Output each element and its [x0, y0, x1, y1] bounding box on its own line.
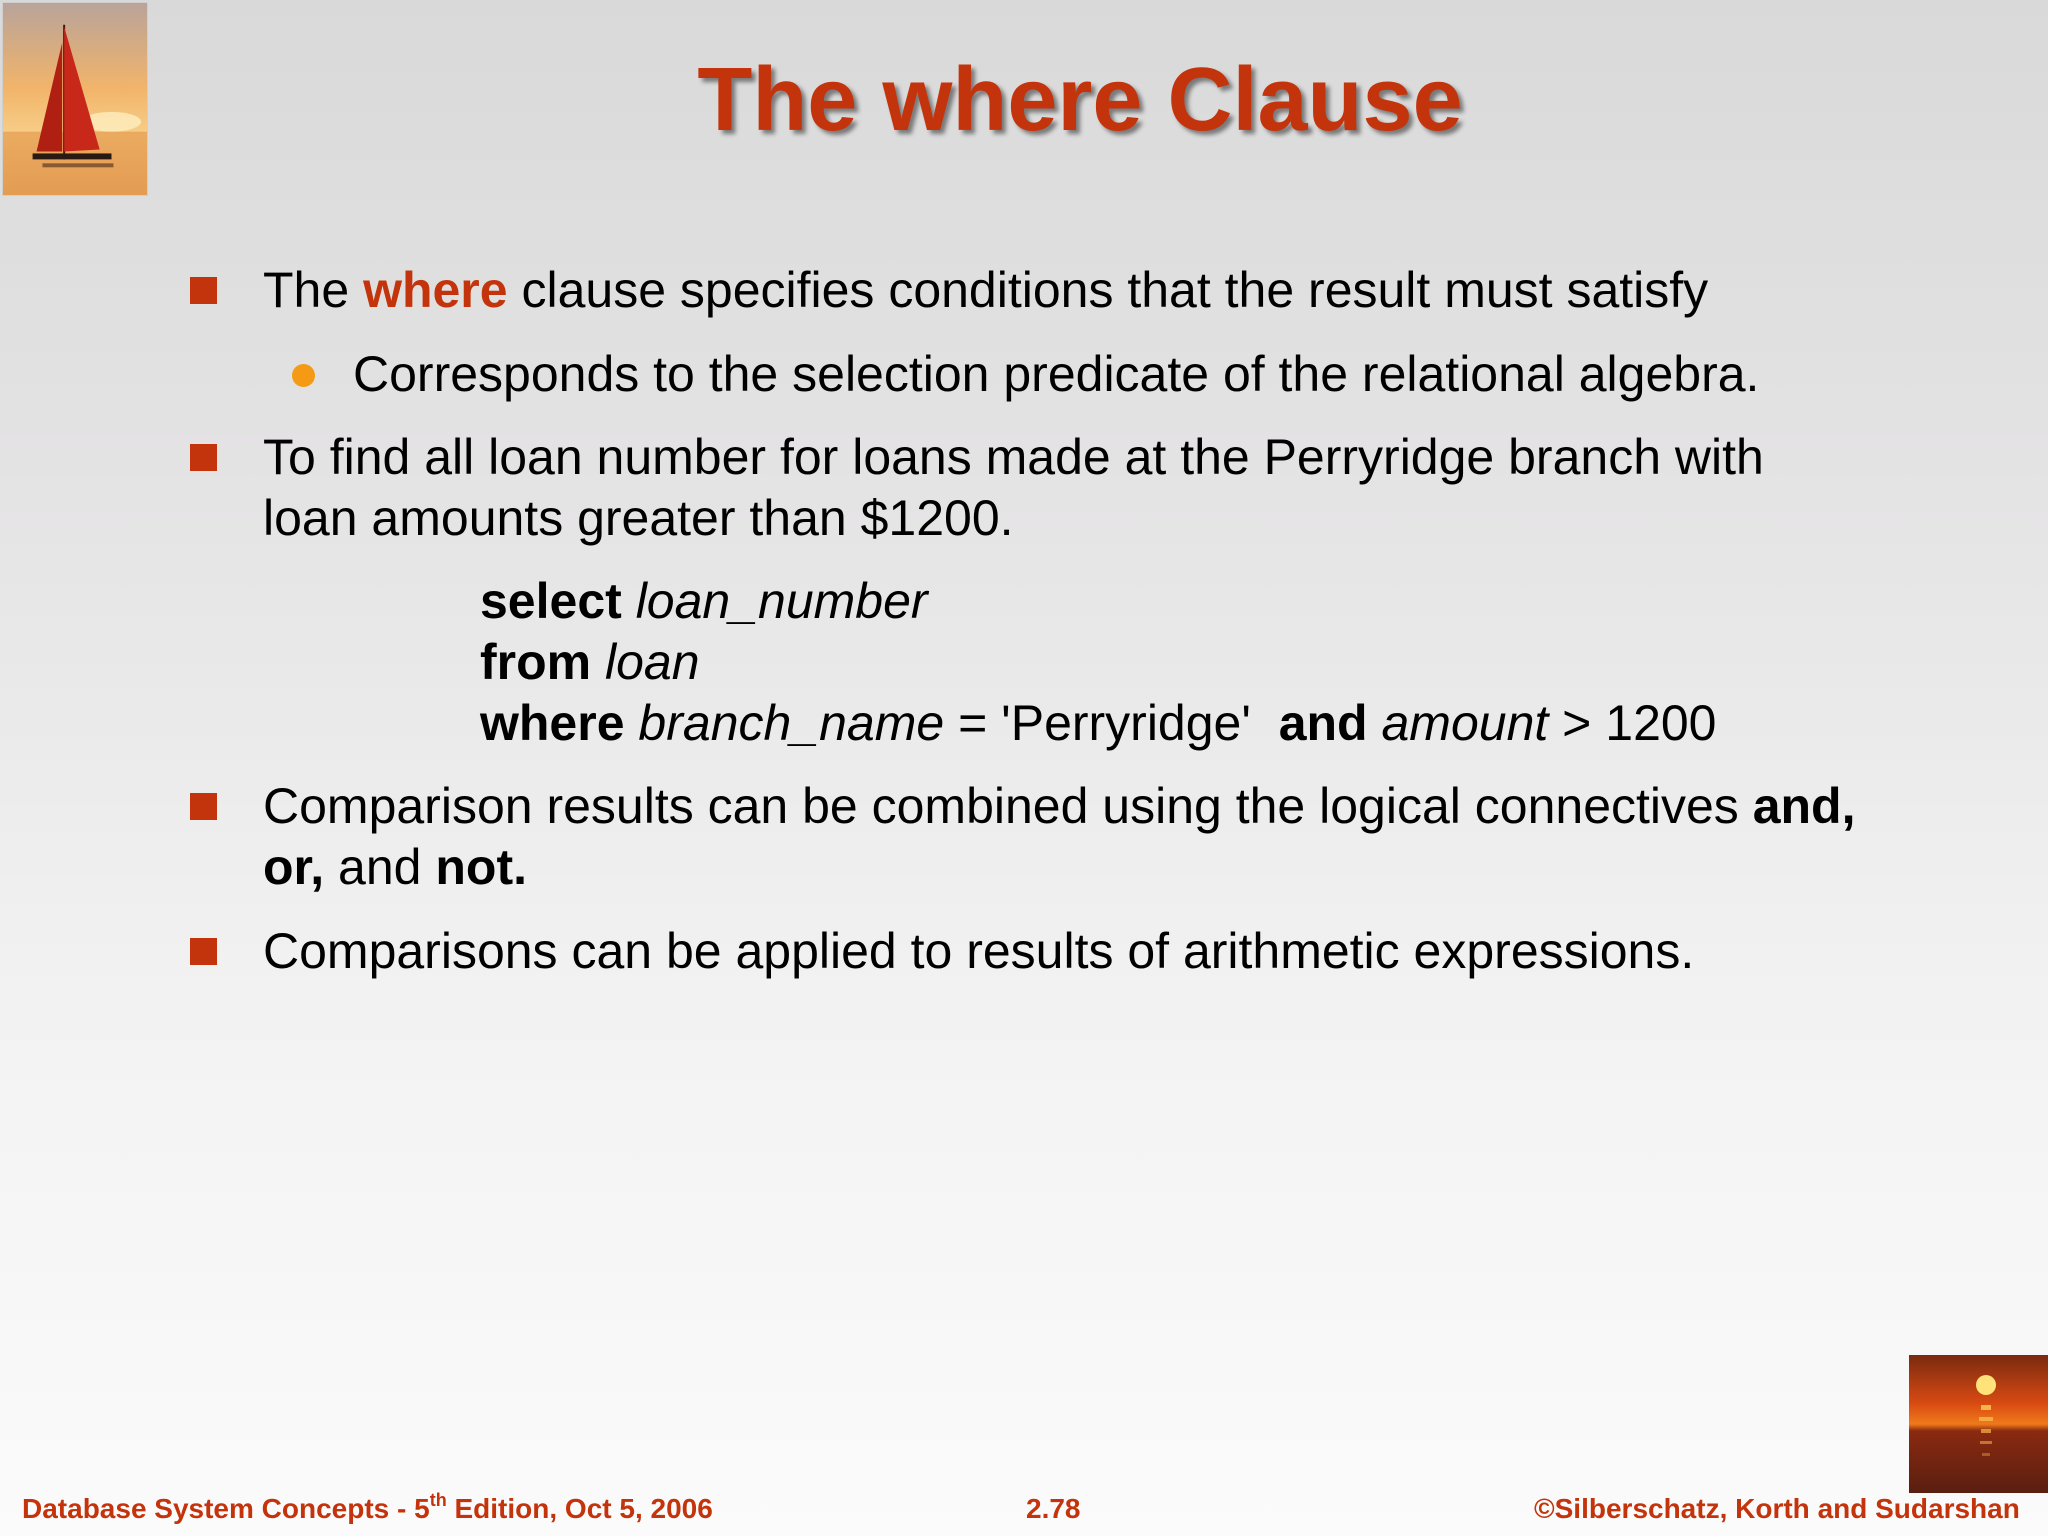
sub-bullet-1: Corresponds to the selection predicate of the relational algebra. — [353, 346, 1760, 402]
sql-select-value: loan_number — [635, 573, 928, 629]
bullet-square-icon — [190, 277, 217, 304]
bullet-3-not: not. — [435, 839, 527, 895]
bullet-1-post: clause specifies conditions that the result must satisfy — [507, 262, 1709, 318]
bullet-3-line1 — [263, 775, 1856, 837]
sql-where-line — [480, 692, 1717, 754]
bullet-3-line2 — [263, 836, 527, 898]
slide-title: The where Clause — [697, 50, 1463, 150]
sql-select-line — [480, 570, 928, 632]
sql-amount-attr: amount — [1381, 695, 1549, 751]
bullet-2-line2: loan amounts greater than $1200. — [263, 490, 1014, 546]
bullet-square-icon — [190, 444, 217, 471]
footer-left-sup: th — [429, 1490, 447, 1510]
bullet-3-or: or, — [263, 839, 325, 895]
bullet-3-text: Comparison results can be combined using the logical connectives — [263, 778, 1753, 834]
sql-from-keyword: from — [480, 634, 592, 690]
bullet-3-mid: and — [324, 839, 436, 895]
bullet-3-and: and, — [1752, 778, 1856, 834]
bullet-square-icon — [190, 793, 217, 820]
sailboat-logo-icon — [2, 2, 148, 196]
bullet-1-pre: The — [263, 262, 364, 318]
footer-page-number: 2.78 — [1026, 1493, 1081, 1524]
sql-from-value: loan — [605, 634, 700, 690]
bullet-1-keyword: where — [363, 262, 508, 318]
sql-from-line — [480, 631, 700, 693]
sub-bullet-dot-icon — [292, 364, 315, 387]
sql-where-attr: branch_name — [638, 695, 945, 751]
bullet-2-line1: To find all loan number for loans made at the Perryridge branch with — [263, 429, 1764, 485]
bullet-1 — [263, 259, 1708, 321]
sql-select-keyword: select — [480, 573, 622, 629]
footer-left — [22, 1491, 713, 1527]
sql-where-eq: = 'Perryridge' — [944, 695, 1279, 751]
footer-left-pre: Database System Concepts - 5 — [22, 1493, 430, 1524]
bullet-square-icon — [190, 938, 217, 965]
bullet-4: Comparisons can be applied to results of arithmetic expressions. — [263, 923, 1695, 979]
sql-where-keyword: where — [480, 695, 625, 751]
footer-left-post: Edition, Oct 5, 2006 — [446, 1493, 713, 1524]
sunset-logo-icon — [1909, 1355, 2048, 1493]
footer-copyright: ©Silberschatz, Korth and Sudarshan — [1534, 1493, 2020, 1524]
sql-where-tail: > 1200 — [1548, 695, 1717, 751]
sql-and-keyword: and — [1278, 695, 1368, 751]
